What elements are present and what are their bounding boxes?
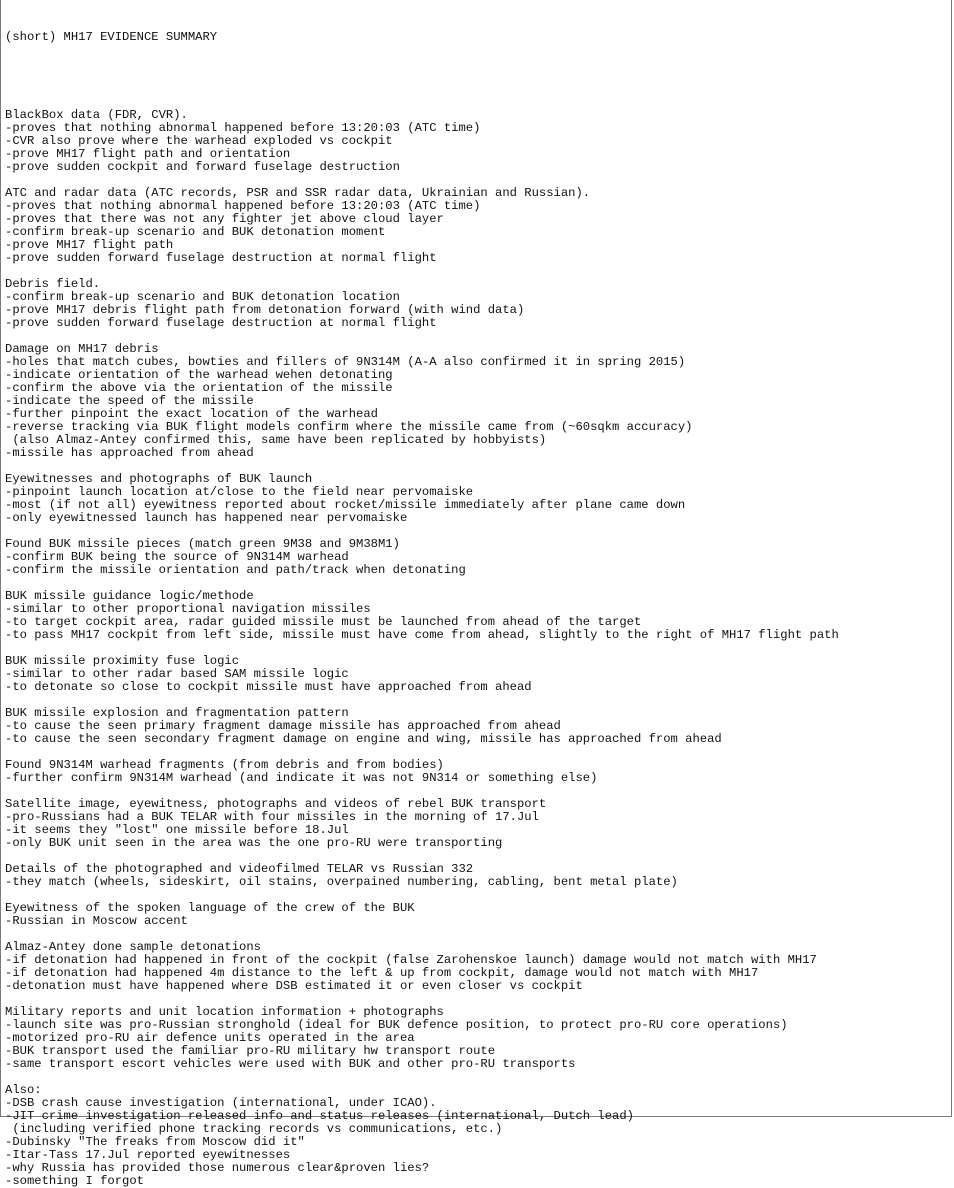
evidence-item: -they match (wheels, sideskirt, oil stains, overpained numbering, cabling, bent metal plate) <box>5 875 678 889</box>
evidence-item: -proves that there was not any fighter jet above cloud layer <box>5 212 444 226</box>
document-title: (short) MH17 EVIDENCE SUMMARY <box>5 30 218 44</box>
evidence-item: -if detonation had happened 4m distance to the left & up from cockpit, damage would not match with MH17 <box>5 966 759 980</box>
evidence-item: -confirm break-up scenario and BUK detonation location <box>5 290 400 304</box>
section-heading: Satellite image, eyewitness, photographs and videos of rebel BUK transport <box>5 797 547 811</box>
section-heading: Found BUK missile pieces (match green 9M38 and 9M38M1) <box>5 537 400 551</box>
evidence-item: -to target cockpit area, radar guided missile must be launched from ahead of the target <box>5 615 642 629</box>
evidence-item: -prove sudden cockpit and forward fuselage destruction <box>5 160 400 174</box>
evidence-item: -motorized pro-RU air defence units operated in the area <box>5 1031 415 1045</box>
evidence-item: -to cause the seen primary fragment damage missile has approached from ahead <box>5 719 561 733</box>
evidence-item: -launch site was pro-Russian stronghold (ideal for BUK defence position, to protect pro-RU core operations) <box>5 1018 788 1032</box>
evidence-section <box>5 538 949 590</box>
evidence-section <box>5 473 949 538</box>
evidence-section <box>5 278 949 343</box>
blank-line <box>5 70 949 83</box>
evidence-section <box>5 759 949 798</box>
evidence-item: -further confirm 9N314M warhead (and indicate it was not 9N314 or something else) <box>5 771 598 785</box>
evidence-item: -only eyewitnessed launch has happened near pervomaiske <box>5 511 408 525</box>
section-heading: Eyewitnesses and photographs of BUK launch <box>5 472 313 486</box>
evidence-item: -similar to other radar based SAM missile logic <box>5 667 349 681</box>
evidence-item: -pinpoint launch location at/close to the field near pervomaiske <box>5 485 474 499</box>
evidence-section <box>5 590 949 655</box>
evidence-item: -Dubinsky "The freaks from Moscow did it" <box>5 1135 305 1149</box>
evidence-item: -BUK transport used the familiar pro-RU military hw transport route <box>5 1044 496 1058</box>
section-heading: BUK missile guidance logic/methode <box>5 589 254 603</box>
evidence-item: -it seems they "lost" one missile before 18.Jul <box>5 823 349 837</box>
evidence-item: -confirm the above via the orientation of the missile <box>5 381 393 395</box>
evidence-section <box>5 798 949 863</box>
evidence-item: -something I forgot <box>5 1174 144 1188</box>
section-heading: Details of the photographed and videofilmed TELAR vs Russian 332 <box>5 862 474 876</box>
section-heading: BUK missile proximity fuse logic <box>5 654 240 668</box>
evidence-item: -reverse tracking via BUK flight models confirm where the missile came from (~60sqkm accuracy) <box>5 420 693 434</box>
section-heading: Military reports and unit location information + photographs <box>5 1005 444 1019</box>
evidence-section <box>5 343 949 473</box>
evidence-item: -if detonation had happened in front of the cockpit (false Zarohenskoe launch) damage would not match with MH17 <box>5 953 817 967</box>
evidence-item: -most (if not all) eyewitness reported about rocket/missile immediately after plane came down <box>5 498 686 512</box>
evidence-item: -detonation must have happened where DSB estimated it or even closer vs cockpit <box>5 979 583 993</box>
evidence-item: -CVR also prove where the warhead exploded vs cockpit <box>5 134 393 148</box>
section-heading: Found 9N314M warhead fragments (from debris and from bodies) <box>5 758 444 772</box>
evidence-item: -indicate the speed of the missile <box>5 394 254 408</box>
evidence-item: -Russian in Moscow accent <box>5 914 188 928</box>
evidence-item: -further pinpoint the exact location of the warhead <box>5 407 378 421</box>
evidence-item: -similar to other proportional navigation missiles <box>5 602 371 616</box>
evidence-section <box>5 109 949 187</box>
evidence-item: -proves that nothing abnormal happened before 13:20:03 (ATC time) <box>5 199 481 213</box>
evidence-item: -confirm break-up scenario and BUK detonation moment <box>5 225 386 239</box>
evidence-section <box>5 1006 949 1084</box>
evidence-item: -to pass MH17 cockpit from left side, missile must have come from ahead, slightly to the right of MH17 flight path <box>5 628 839 642</box>
evidence-item: -confirm the missile orientation and path/track when detonating <box>5 563 466 577</box>
section-heading: Eyewitness of the spoken language of the crew of the BUK <box>5 901 415 915</box>
evidence-item: -prove sudden forward fuselage destruction at normal flight <box>5 251 437 265</box>
evidence-item: -pro-Russians had a BUK TELAR with four missiles in the morning of 17.Jul <box>5 810 539 824</box>
evidence-section <box>5 707 949 759</box>
evidence-item: -prove MH17 flight path and orientation <box>5 147 291 161</box>
evidence-item: -prove sudden forward fuselage destruction at normal flight <box>5 316 437 330</box>
evidence-item: -why Russia has provided those numerous clear&proven lies? <box>5 1161 430 1175</box>
section-heading: BlackBox data (FDR, CVR). <box>5 108 188 122</box>
evidence-section <box>5 863 949 902</box>
blank-line <box>5 265 949 278</box>
evidence-section <box>5 655 949 707</box>
evidence-item: -DSB crash cause investigation (international, under ICAO). <box>5 1096 437 1110</box>
evidence-item: -same transport escort vehicles were used with BUK and other pro-RU transports <box>5 1057 576 1071</box>
evidence-item: -JIT crime investigation released info and status releases (international, Dutch lead) <box>5 1109 634 1123</box>
evidence-item: -proves that nothing abnormal happened before 13:20:03 (ATC time) <box>5 121 481 135</box>
evidence-item: (including verified phone tracking records vs communications, etc.) <box>5 1122 503 1136</box>
evidence-item: -only BUK unit seen in the area was the one pro-RU were transporting <box>5 836 503 850</box>
evidence-item: -indicate orientation of the warhead wehen detonating <box>5 368 393 382</box>
evidence-item: -missile has approached from ahead <box>5 446 254 460</box>
evidence-item: -prove MH17 debris flight path from detonation forward (with wind data) <box>5 303 525 317</box>
section-heading: Debris field. <box>5 277 101 291</box>
evidence-section <box>5 187 949 278</box>
evidence-item: -to detonate so close to cockpit missile must have approached from ahead <box>5 680 532 694</box>
evidence-item: -prove MH17 flight path <box>5 238 174 252</box>
blank-line <box>5 1071 949 1084</box>
evidence-item: (also Almaz-Antey confirmed this, same have been replicated by hobbyists) <box>5 433 547 447</box>
evidence-item: -holes that match cubes, bowties and fillers of 9N314M (A-A also confirmed it in spring 2015) <box>5 355 686 369</box>
document-text-area[interactable] <box>5 5 949 1188</box>
evidence-section <box>5 902 949 941</box>
evidence-item: -confirm BUK being the source of 9N314M warhead <box>5 550 349 564</box>
section-heading: BUK missile explosion and fragmentation pattern <box>5 706 349 720</box>
section-heading: ATC and radar data (ATC records, PSR and SSR radar data, Ukrainian and Russian). <box>5 186 591 200</box>
section-heading: Almaz-Antey done sample detonations <box>5 940 261 954</box>
evidence-section <box>5 941 949 1006</box>
evidence-item: -Itar-Tass 17.Jul reported eyewitnesses <box>5 1148 291 1162</box>
section-heading: Damage on MH17 debris <box>5 342 159 356</box>
evidence-item: -to cause the seen secondary fragment damage on engine and wing, missile has approached from ahead <box>5 732 722 746</box>
evidence-section <box>5 1084 949 1188</box>
section-heading: Also: <box>5 1083 42 1097</box>
